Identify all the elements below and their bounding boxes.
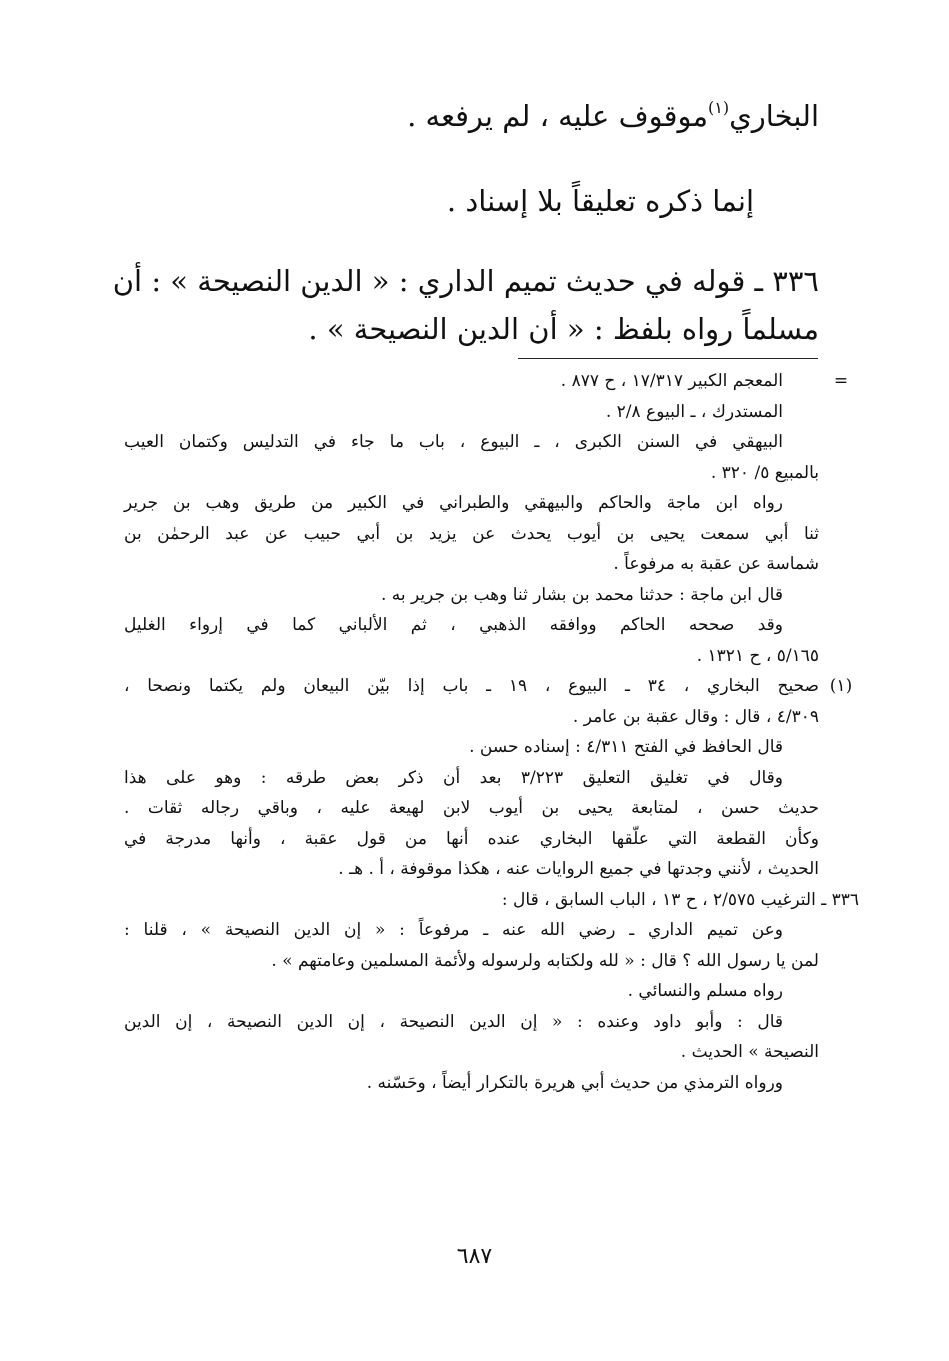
footnote-text: لمن يا رسول الله ؟ قال : « لله ولكتابه ولرسوله ولأئمة المسلمين وعامتهم » . xyxy=(271,950,819,971)
footnote-line xyxy=(124,946,819,977)
footnote-text: ثنا أبي سمعت يحيى بن أيوب يحدث عن يزيد بن أبي حبيب عن عبد الرحمٰن بن xyxy=(124,523,819,544)
footnote-text: قال : وأبو داود وعنده : « إن الدين النصيحة ، إن الدين النصيحة ، إن الدين xyxy=(124,1011,783,1032)
footnote-text: وقد صححه الحاكم ووافقه الذهبي ، ثم الألباني كما في إرواء الغليل xyxy=(124,615,783,635)
footnote-separator xyxy=(518,358,818,359)
footnote-line xyxy=(124,366,849,397)
footnote-line xyxy=(124,763,819,794)
footnote-text: قال الحافظ في الفتح ٤/٣١١ : إسناده حسن . xyxy=(469,737,783,757)
main-text-segment: البخاري xyxy=(729,99,819,133)
footnote-text: رواه مسلم والنسائي . xyxy=(627,981,783,1001)
footnote-text: الحديث ، لأنني وجدتها في جميع الروايات عنه ، هكذا موقوفة ، أ . هـ . xyxy=(338,859,819,879)
footnote-line xyxy=(124,671,853,702)
footnote-line xyxy=(124,1068,819,1099)
footnote-line xyxy=(124,732,819,763)
footnote-text: البيهقي في السنن الكبرى ، ـ البيوع ، باب ما جاء في التدليس وكتمان العيب xyxy=(124,432,783,452)
footnote-text: رواه ابن ماجة والحاكم والبيهقي والطبراني في الكبير من طريق وهب بن جرير xyxy=(124,493,783,513)
footnote-line xyxy=(124,824,819,855)
footnote-text: ورواه الترمذي من حديث أبي هريرة بالتكرار أيضاً ، وحَسّنه . xyxy=(366,1072,783,1093)
footnote-text: ٥/١٦٥ ، ح ١٣٢١ . xyxy=(696,645,819,666)
footnote-line xyxy=(124,1007,819,1038)
footnote-reference: (١) xyxy=(708,98,730,117)
main-text-segment: موقوف عليه ، لم يرفعه . xyxy=(407,99,708,133)
footnote-line xyxy=(124,915,819,946)
footnote-line xyxy=(124,458,819,489)
footnote-line xyxy=(124,580,819,611)
footnote-line xyxy=(124,397,819,428)
footnote-line xyxy=(124,1037,819,1068)
footnote-text: وقال في تغليق التعليق ٣/٢٢٣ بعد أن ذكر بعض طرقه : وهو على هذا xyxy=(124,767,783,788)
page-number: ٦٨٧ xyxy=(456,1244,493,1269)
footnote-text: صحيح البخاري ، ٣٤ ـ البيوع ، ١٩ ـ باب إذا بيّن البيعان ولم يكتما ونصحا ، xyxy=(124,676,819,696)
footnote-text: حديث حسن ، لمتابعة يحيى بن أيوب لابن لهيعة عليه ، وباقي رجاله ثقات . xyxy=(124,798,819,818)
main-text-line-2: إنما ذكره تعليقاً بلا إسناد . xyxy=(446,184,754,218)
footnote-text: النصيحة » الحديث . xyxy=(680,1042,819,1062)
footnote-text: قال ابن ماجة : حدثنا محمد بن بشار ثنا وهب بن جرير به . xyxy=(380,584,783,605)
footnote-text: وكأن القطعة التي علّقها البخاري عنده أنها من قول عقبة ، وأنها مدرجة في xyxy=(124,828,819,849)
footnote-line xyxy=(124,427,819,458)
footnote-line xyxy=(124,549,819,580)
footnote-line xyxy=(124,885,859,916)
footnote-text: ٤/٣٠٩ ، قال : وقال عقبة بن عامر . xyxy=(572,706,819,727)
footnote-text: المعجم الكبير ١٧/٣١٧ ، ح ٨٧٧ . xyxy=(560,371,783,391)
footnote-line xyxy=(124,610,819,641)
footnote-line xyxy=(124,854,819,885)
footnote-text: وعن تميم الداري ـ رضي الله عنه ـ مرفوعاً : « إن الدين النصيحة » ، قلنا : xyxy=(124,920,783,940)
footnotes-block xyxy=(124,366,859,1098)
footnote-text: المستدرك ، ـ البيوع ٢/٨ . xyxy=(605,401,783,422)
footnote-line xyxy=(124,519,819,550)
footnote-text: شماسة عن عقبة به مرفوعاً . xyxy=(613,554,819,574)
main-text-line-4: مسلماً رواه بلفظ : « أن الدين النصيحة » . xyxy=(308,312,819,346)
footnote-marker: = xyxy=(833,371,849,391)
footnote-line xyxy=(124,641,819,672)
footnote-marker: (١) xyxy=(829,676,853,696)
footnote-line xyxy=(124,488,819,519)
footnote-text: بالمبيع ٥/ ٣٢٠ . xyxy=(710,462,819,483)
footnote-line xyxy=(124,976,819,1007)
main-text-line-1 xyxy=(129,85,819,139)
footnote-line xyxy=(124,702,819,733)
main-text-line-3: ٣٣٦ ـ قوله في حديث تميم الداري : « الدين النصيحة » : أن xyxy=(112,264,819,298)
footnote-text: ٣٣٦ ـ الترغيب ٢/٥٧٥ ، ح ١٣ ، الباب السابق ، قال : xyxy=(501,889,859,910)
footnote-line xyxy=(124,793,819,824)
